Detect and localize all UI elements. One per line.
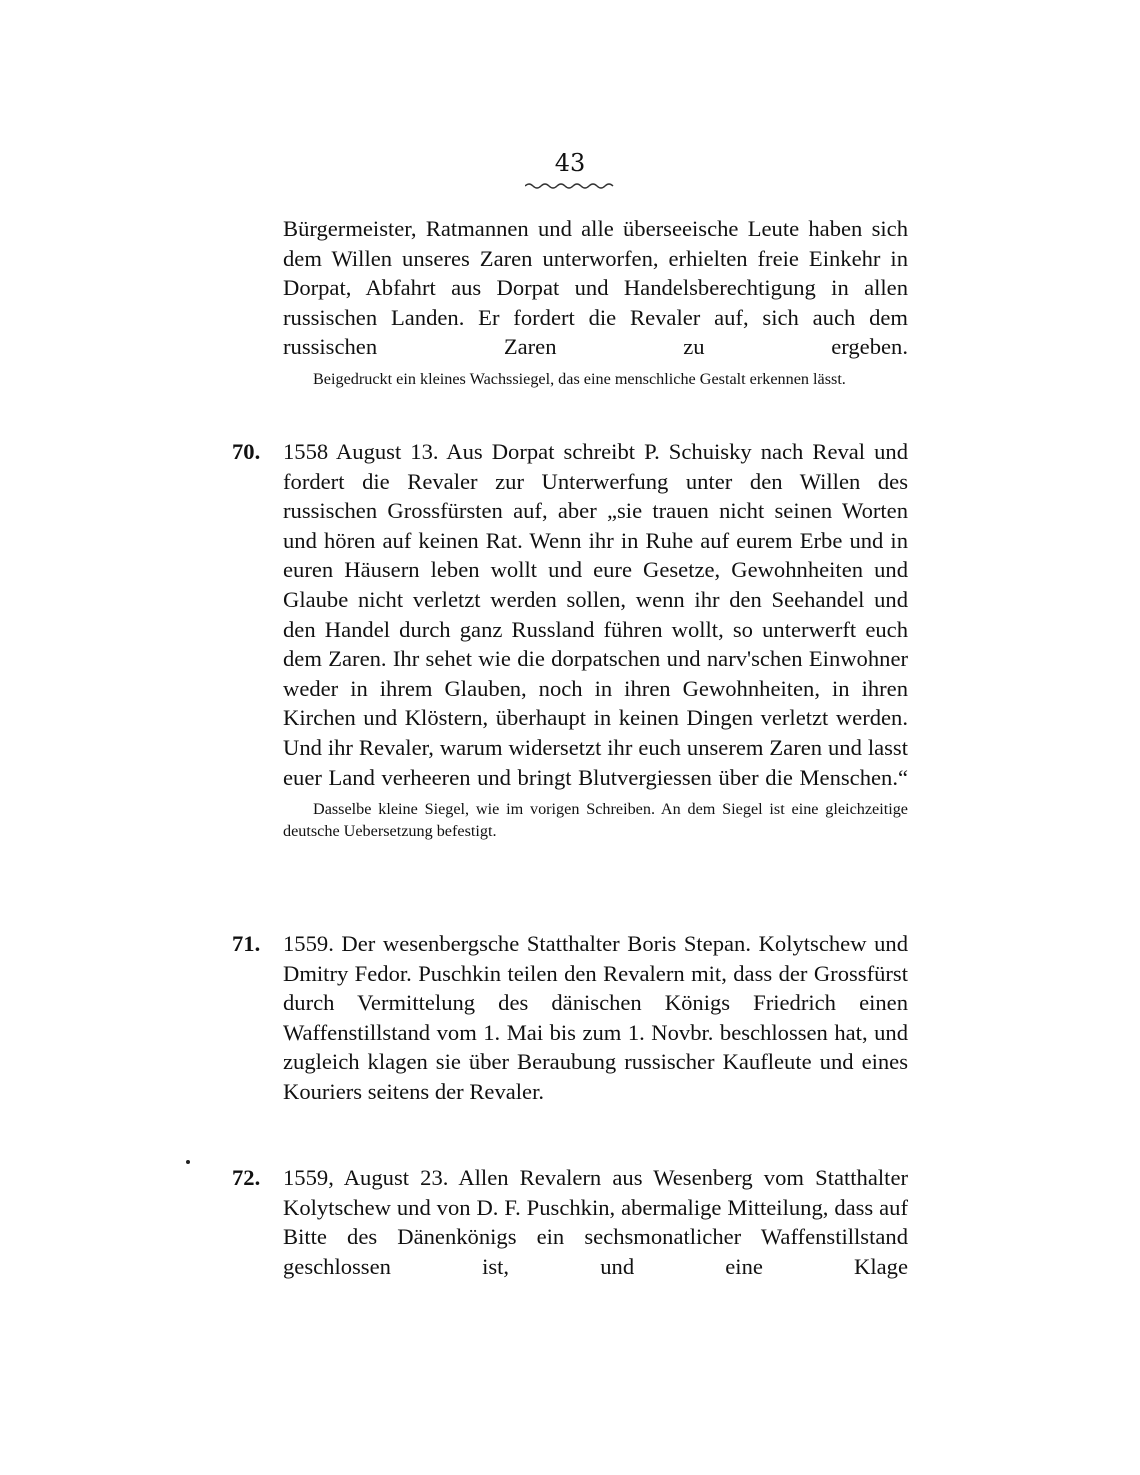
margin-dot (186, 1160, 190, 1164)
entry-71-text: 1559. Der wesenbergsche Statthalter Boris Stepan. Kolytschew und Dmitry Fedor. Puschkin teilen den Revalern mit, dass der Grossfürst durch Vermittelung des dänischen Königs Friedrich einen Waffenstillstand vom 1. Mai bis zum 1. Novbr. beschlossen hat, und zugleich klagen sie über Beraubung russischer Kaufleute und eines Kouriers seitens der Revaler. (283, 931, 908, 1104)
intro-block (283, 214, 908, 390)
entry-number-72: 72. (232, 1165, 261, 1190)
entry-number-70: 70. (232, 439, 261, 464)
entry-70-note: Dasselbe kleine Siegel, wie im vorigen Schreiben. An dem Siegel ist eine gleichzeitige deutsche Uebersetzung befestigt. (283, 800, 908, 841)
intro-paragraph: Bürgermeister, Ratmannen und alle überseeische Leute haben sich dem Willen unseres Zaren unterworfen, erhielten freie Einkehr in Dorpat, Abfahrt aus Dorpat und Handelsberechtigung in allen russischen Landen. Er fordert die Revaler auf, sich auch dem russischen Zaren zu ergeben. (283, 216, 908, 360)
entry-71 (283, 929, 908, 1107)
wavy-rule-ornament (525, 182, 615, 190)
intro-note: Beigedruckt ein kleines Wachssiegel, das eine menschliche Gestalt erkennen lässt. (313, 369, 846, 388)
entry-number-71: 71. (232, 931, 261, 956)
entry-70 (283, 437, 908, 842)
page-number: 43 (554, 149, 586, 177)
entry-72-text: 1559, August 23. Allen Revalern aus Wesenberg vom Statthalter Kolytschew und von D. F. Puschkin, abermalige Mitteilung, dass auf Bitte des Dänenkönigs ein sechsmonatlicher Waffenstillstand geschlossen ist, und eine Klage (283, 1165, 908, 1279)
entry-70-text: 1558 August 13. Aus Dorpat schreibt P. Schuisky nach Reval und fordert die Revaler zur Unterwerfung unter den Willen des russischen Grossfürsten auf, aber „sie trauen nicht seinen Worten und hören auf keinen Rat. Wenn ihr in Ruhe auf eurem Erbe und in euren Häusern leben wollt und eure Gesetze, Gewohnheiten und Glaube nicht verletzt werden sollen, wenn ihr den Seehandel und den Handel durch ganz Russland führen wollt, so unterwerft euch dem Zaren. Ihr sehet wie die dorpatschen und narv'schen Einwohner weder in ihrem Glauben, noch in ihren Gewohnheiten, in ihren Kirchen und Klöstern, überhaupt in keinen Dingen verletzt werden. Und ihr Revaler, warum widersetzt ihr euch unserem Zaren und lasst euer Land verheeren und bringt Blutvergiessen über die Menschen.“ (283, 439, 908, 790)
entry-72 (283, 1163, 908, 1281)
